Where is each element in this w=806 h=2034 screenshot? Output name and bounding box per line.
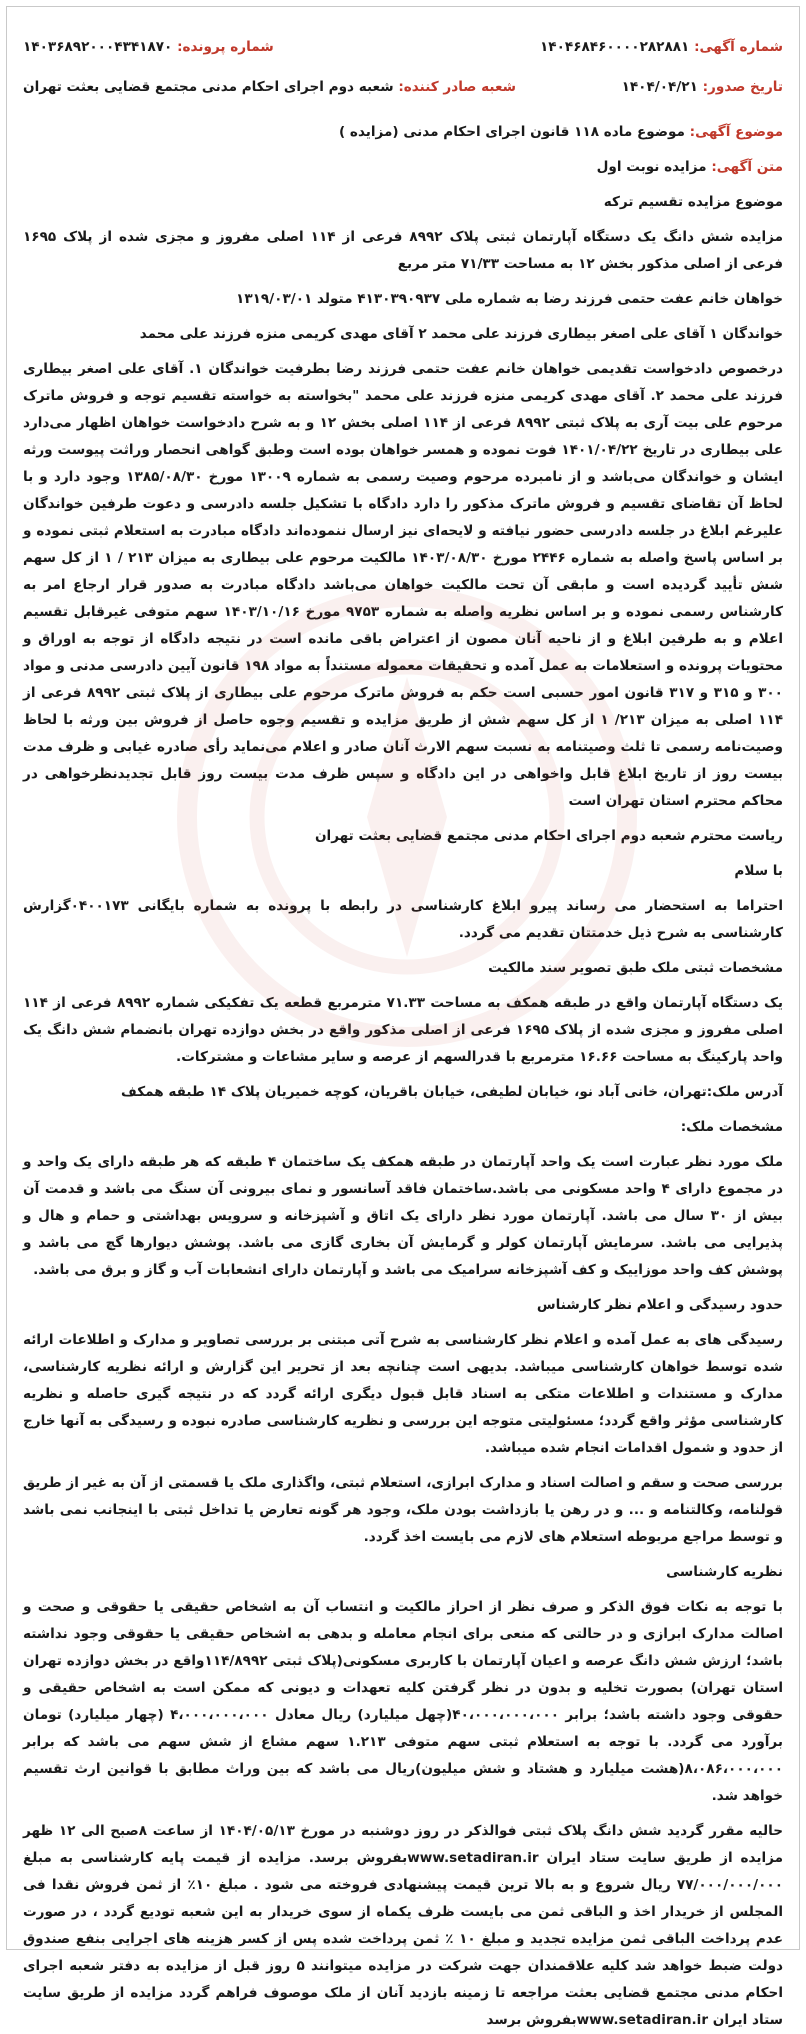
header-row-2 <box>23 67 783 107</box>
registration-title: مشخصات ثبتی ملک طبق تصویر سند مالکیت <box>488 960 783 976</box>
auction-topic: موضوع مزایده تقسیم ترکه <box>603 194 783 210</box>
main-paragraph: درخصوص دادخواست تقدیمی خواهان خانم عفت حتمی فرزند رضا بطرفیت خواندگان ۱. آقای علی اصغر بیطاری فرزند علی محمد ۲. آقای مهدی کریمی منزه فرزند علی محمد "بخواسته به خواسته تقسیم توجه و فروش ماترک مرحوم علی بیت آری به پلاک ثبتی ۸۹۹۲ فرعی از ۱۱۴ اصلی بخش ۱۲ و به شرح دادخواست خواهان اظهار می‌دارد علی بیطاری در تاریخ ۱۴۰۱/۰۴/۲۲ فوت نموده و همسر خواهان بوده است وطبق گواهی انحصار وراثت پیوست ورثه ایشان و خواندگان می‌باشد و از نامبرده مرحوم وصیت رسمی به شماره ۱۳۰۰۹ مورخ ۱۳۸۵/۰۸/۳۰ وجود دارد و با لحاظ آن تقاضای تقسیم و فروش ماترک مذکور را دارد دادگاه با تشکیل جلسه دادرسی و دعوت طرفین خواندگان علیرغم ابلاغ در جلسه دادرسی حضور نیافته و لایحه‌ای نیز ارسال ننموده‌اند دادگاه مبادرت به استعلام ثبتی نموده و بر اساس پاسخ واصله به شماره ۲۴۴۶ مورخ ۱۴۰۳/۰۸/۳۰ مالکیت مرحوم علی بیطاری به میزان ۲۱۳ / ۱ از کل سهم شش تأیید گردیده است و مابقی آن تحت مالکیت خواهان می‌باشد دادگاه مبادرت به صدور قرار ارجاع امر به کارشناس رسمی نموده و بر اساس نظریه واصله به شماره ۹۷۵۳ مورخ ۱۴۰۳/۱۰/۱۶ سهم متوفی غیرقابل تقسیم اعلام و به طرفین ابلاغ و از ناحیه آنان مصون از اعتراض باقی مانده است در نتیجه دادگاه از توجه به اوراق و محتویات پرونده و استعلامات به عمل آمده و تحقیقات معموله مستنداً به مواد ۱۹۸ قانون آیین دادرسی مدنی و مواد ۳۰۰ و ۳۱۵ و ۳۱۷ قانون امور حسبی است حکم به فروش ماترک مرحوم علی بیطاری از پلاک ثبتی ۸۹۹۲ فرعی از ۱۱۴ اصلی به میزان ۲۱۳/ ۱ از کل سهم شش از طریق مزایده و تقسیم وجوه حاصل از فروش بین ورثه با لحاظ وصیت‌نامه رسمی تا ثلث وصیتنامه به نسبت سهم الارث آنان صادر و اعلام می‌نماید رأی صادره غیابی و ظرف مدت بیست روز از تاریخ ابلاغ قابل واخواهی در این دادگاه و سپس ظرف مدت بیست روز قابل تجدیدنظرخواهی در محاکم محترم استان تهران است <box>23 361 784 809</box>
ad-number-label: شماره آگهی: <box>694 38 783 55</box>
issuer-value: شعبه دوم اجرای احکام مدنی مجتمع قضایی بعثت تهران <box>23 78 394 95</box>
notice-page <box>6 6 800 2028</box>
text-label: متن آگهی: <box>711 159 783 175</box>
subject-label: موضوع آگهی: <box>689 124 783 140</box>
verification-text: بررسی صحت و سقم و اصالت اسناد و مدارک ابرازی، استعلام ثبتی، واگذاری ملک یا قسمتی از آن به غیر از طریق قولنامه، وکالتنامه و ... و در رهن یا بازداشت بودن ملک، وجود هر گونه تعارض یا تداخل ثبتی با اینجانب نمی باشد و توسط مراجع مربوطه استعلام های لازم می بایست اخذ گردد. <box>23 1475 783 1545</box>
issue-date-label: تاریخ صدور: <box>702 78 783 95</box>
issuer-label: شعبه صادر کننده: <box>398 78 517 95</box>
intro-paragraph: احتراما به استحضار می رساند پیرو ابلاغ کارشناسی در رابطه با پرونده به شماره بایگانی ۰۴۰۰۱۷۳گزارش کارشناسی به شرح ذیل خدمتتان تقدیم می گردد. <box>23 898 783 941</box>
scope-title: حدود رسیدگی و اعلام نظر کارشناس <box>536 1297 783 1313</box>
issuer <box>23 74 516 101</box>
case-number-value: ۱۴۰۳۶۸۹۲۰۰۰۴۳۴۱۸۷۰ <box>23 38 173 55</box>
addressee: ریاست محترم شعبه دوم اجرای احکام مدنی مجتمع قضایی بعثت تهران <box>314 828 783 844</box>
plaintiff: خواهان خانم عفت حتمی فرزند رضا به شماره ملی ۴۱۳۰۳۹۰۹۳۷ متولد ۱۳۱۹/۰۳/۰۱ <box>236 291 783 307</box>
issue-date <box>622 74 783 101</box>
notice-document <box>7 7 799 2034</box>
final-paragraph: حالیه مقرر گردید شش دانگ پلاک ثبتی فوالذکر در روز دوشنبه در مورخ ۱۴۰۴/۰۵/۱۳ از ساعت ۸صبح الی ۱۲ ظهر مزایده از طریق سایت ستاد ایران www.setadiran.irبفروش برسد. مزایده از قیمت پایه کارشناسی به مبلغ ۷۷/۰۰۰/۰۰۰/۰۰۰ ریال شروع و به بالا ترین قیمت پیشنهادی فروخته می شود . مبلغ ۱۰٪ از ثمن فروش نقدا فی المجلس از خریدار اخذ و الباقی ثمن می بایست ظرف یکماه از سوی خریدار به این شعبه تودیع گردد ، در صورت عدم پرداخت الباقی ثمن مزایده تجدید و مبلغ ۱۰ ٪ ثمن پرداخت شده پس از کسر هزینه های اجرایی بنفع صندوق دولت ضبط خواهد شد کلیه علاقمندان جهت شرکت در مزایده میتوانند ۵ روز قبل از مزایده به دفتر شعبه اجرای احکام مدنی مجتمع قضایی بعثت مراجعه تا زمینه بازدید آنان از ملک موصوف فراهم گردد مزایده از طریق سایت ستاد ایران www.setadiran.irبفروش برسد <box>23 1823 784 2028</box>
opinion-text: با توجه به نکات فوق الذکر و صرف نظر از احراز مالکیت و انتساب آن به اشخاص حقیقی یا حقوقی و صحت و اصالت مدارک ابرازی و در حالتی که منعی برای انجام معامله و بدهی به اشخاص حقیقی یا حقوقی وجود نداشته باشد؛ ارزش شش دانگ عرصه و اعیان آپارتمان با کاربری مسکونی(پلاک ثبتی ۱۱۴/۸۹۹۲واقع در بخش دوازده تهران استان تهران) بصورت تخلیه و بدون در نظر گرفتن کلیه تعهدات و دیونی که ممکن است به اشخاص حقیقی و حقوقی وجود داشته باشد؛ برابر ۴۰،۰۰۰،۰۰۰،۰۰۰(چهل میلیارد) ریال معادل ۴،۰۰۰،۰۰۰،۰۰۰ (چهار میلیارد) تومان برآورد می گردد. با توجه به استعلام ثبتی سهم متوفی ۱.۲۱۳ سهم مشاع از شش سهم می باشد که برابر ۸،۰۸۶،۰۰۰،۰۰۰(هشت میلیارد و هشتاد و شش میلیون)ریال می باشد که بین وراث مطابق با قوانین ارث تقسیم خواهد شد. <box>23 1599 784 1804</box>
greeting: با سلام <box>734 863 783 879</box>
case-number <box>23 34 274 61</box>
ad-number <box>540 34 783 61</box>
issue-date-value: ۱۴۰۴/۰۴/۲۱ <box>621 78 698 95</box>
ad-number-value: ۱۴۰۴۶۸۴۶۰۰۰۰۲۸۲۸۸۱ <box>540 38 690 55</box>
subject-line <box>23 119 783 146</box>
defendants: خواندگان ۱ آقای علی اصغر بیطاری فرزند علی محمد ۲ آقای مهدی کریمی منزه فرزند علی محمد <box>139 326 783 342</box>
text-title-line <box>23 154 783 181</box>
opinion-title: نظریه کارشناسی <box>666 1564 783 1580</box>
case-number-label: شماره پرونده: <box>177 38 274 55</box>
subject-value: موضوع ماده ۱۱۸ قانون اجرای احکام مدنی (مزایده ) <box>338 124 685 140</box>
registration-text: یک دستگاه آپارتمان واقع در طبقه همکف به مساحت ۷۱.۳۳ مترمربع قطعه یک تفکیکی شماره ۸۹۹۲ فرعی از ۱۱۴ اصلی مفروز و مجزی شده از پلاک ۱۶۹۵ فرعی از اصلی مذکور واقع در بخش دوازده تهران بانضمام شش دانگ یک واحد پارکینگ به مساحت ۱۶.۶۶ مترمربع با قدرالسهم از عرصه و سایر مشاعات و مشترکات. <box>23 995 783 1065</box>
header-row-1 <box>23 27 783 67</box>
property-title: مشخصات ملک: <box>680 1119 783 1135</box>
property-text: ملک مورد نظر عبارت است یک واحد آپارتمان در طبقه همکف یک ساختمان ۴ طبقه که هر طبقه دارای یک واحد و در مجموع دارای ۴ واحد مسکونی می باشد.ساختمان فاقد آسانسور و نمای بیرونی آن سنگ می باشد و قدمت آن بیش از ۳۰ سال می باشد. آپارتمان مورد نظر دارای یک اتاق و آشپزخانه و سرویس بهداشتی و حمام و هال و پذیرایی می باشد. سرمایش آپارتمان کولر و گرمایش آن بخاری گازی می باشد. پوشش دیوارها گچ می باشد و پوشش کف واحد موزاییک و کف آشپزخانه سرامیک می باشد و آپارتمان دارای انشعابات آب و گاز و برق می باشد. <box>23 1154 783 1278</box>
auction-description: مزایده شش دانگ یک دستگاه آپارتمان ثبتی پلاک ۸۹۹۲ فرعی از ۱۱۴ اصلی مفروز و مجزی شده از پلاک ۱۶۹۵ فرعی از اصلی مذکور بخش ۱۲ به مساحت ۷۱/۳۳ متر مربع <box>23 229 783 272</box>
scope-text: رسیدگی های به عمل آمده و اعلام نظر کارشناسی به شرح آتی مبتنی بر بررسی تصاویر و مدارک و اطلاعات ارائه شده توسط خواهان کارشناسی میباشد. بدیهی است چنانچه بعد از تحریر این گزارش و ارائه نظریه کارشناسی، مدارک و مستندات و اطلاعات متکی به اسناد قابل قبول دیگری ارائه گردد که در نتیجه گیری حاصله و نظریه کارشناسی مؤثر واقع گردد؛ مسئولیتی متوجه این بررسی و نظریه کارشناسی صادره نبوده و رسیدگی به آنها خارج از حدود و شمول اقدامات انجام شده میباشد. <box>23 1332 783 1456</box>
property-address: آدرس ملک:تهران، خانی آباد نو، خیابان لطیفی، خیابان باقریان، کوچه خمیریان پلاک ۱۴ طبقه همکف <box>121 1084 783 1100</box>
text-title: مزایده نوبت اول <box>596 159 707 175</box>
